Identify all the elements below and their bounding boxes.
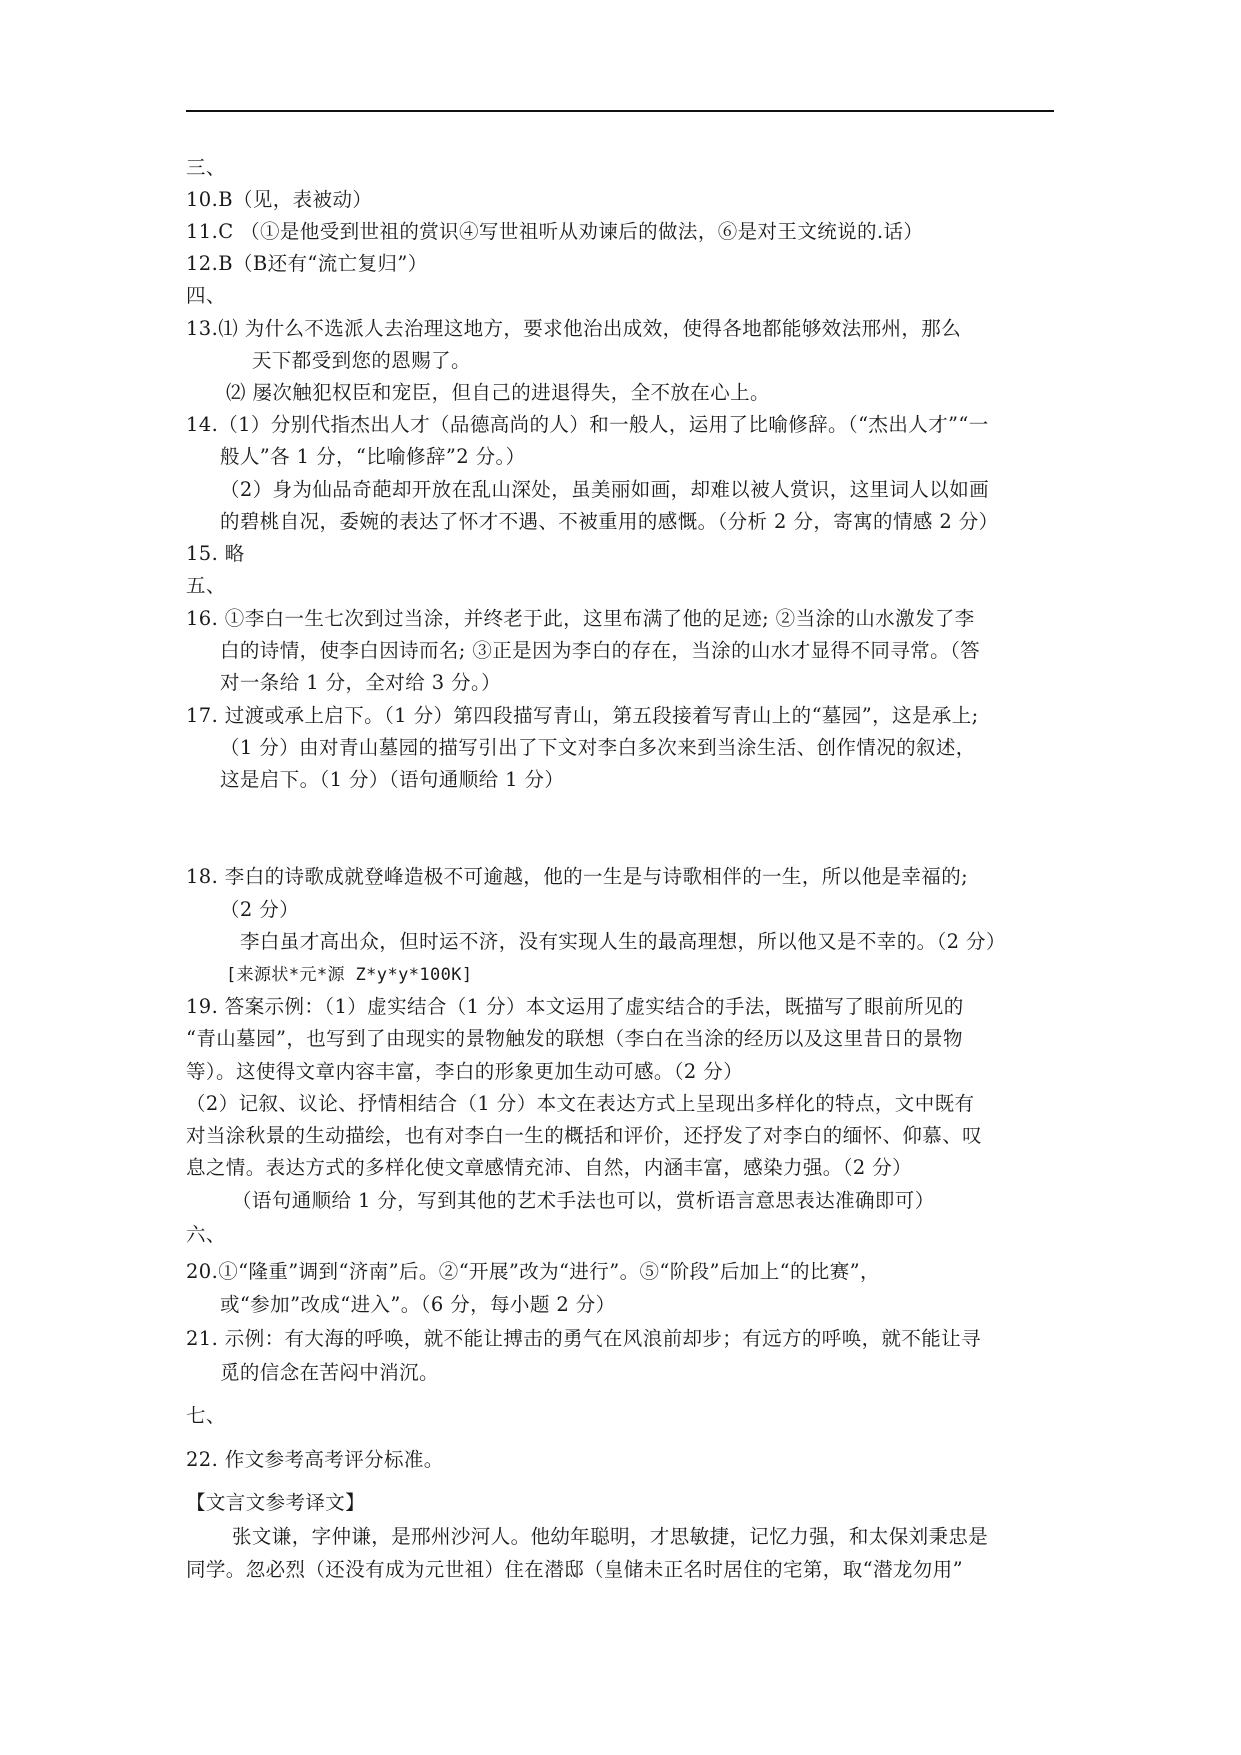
answer-19-line-7: （语句通顺给 1 分，写到其他的艺术手法也可以，赏析语言意思表达准确即可） — [232, 1189, 935, 1212]
answer-18-line-2: （2 分） — [220, 898, 300, 921]
answer-14-line-3: （2）身为仙品奇葩却开放在乱山深处，虽美丽如画，却难以被人赏识，这里词人以如画 — [220, 478, 990, 501]
answer-19-line-5: 对当涂秋景的生动描绘，也有对李白一生的概括和评价，还抒发了对李白的缅怀、仰慕、叹 — [186, 1124, 983, 1147]
answer-19-line-3: 等）。这使得文章内容丰富，李白的形象更加生动可感。（2 分） — [186, 1060, 744, 1083]
section-heading-3: 三、 — [186, 156, 226, 179]
answer-17-line-1: 17. 过渡或承上启下。（1 分）第四段描写青山，第五段接着写青山上的“墓园”，这是承上; — [186, 704, 979, 727]
section-heading-5: 五、 — [186, 574, 226, 597]
section-heading-4: 四、 — [186, 284, 226, 307]
section-heading-6: 六、 — [186, 1223, 226, 1246]
source-watermark-text: [来源状*元*源 Z*y*y*100K] — [226, 965, 473, 985]
header-rule — [186, 110, 1054, 112]
answer-14-line-1: 14.（1）分别代指杰出人才（品德高尚的人）和一般人，运用了比喻修辞。（“杰出人才”“一 — [186, 413, 989, 436]
translation-heading: 【文言文参考译文】 — [186, 1491, 366, 1514]
answer-12: 12.B（B还有“流亡复归”） — [186, 252, 428, 275]
answer-19-line-4: （2）记叙、议论、抒情相结合（1 分）本文在表达方式上呈现出多样化的特点，文中既有 — [186, 1092, 975, 1115]
answer-16-line-1: 16. ①李白一生七次到过当涂，并终老于此，这里布满了他的足迹; ②当涂的山水激发了李 — [186, 607, 975, 630]
answer-17-line-3: 这是启下。（1 分）（语句通顺给 1 分） — [220, 768, 565, 791]
answer-14-line-4: 的碧桃自况，委婉的表达了怀才不遇、不被重用的感慨。（分析 2 分，寄寓的情感 2 分） — [220, 510, 999, 533]
answer-17-line-2: （1 分）由对青山墓园的描写引出了下文对李白多次来到当涂生活、创作情况的叙述， — [220, 736, 976, 759]
answer-18-line-1: 18. 李白的诗歌成就登峰造极不可逾越，他的一生是与诗歌相伴的一生，所以他是幸福的; — [186, 865, 969, 888]
answer-13-line-2: 天下都受到您的恩赐了。 — [252, 349, 471, 372]
answer-15: 15. 略 — [186, 542, 245, 565]
answer-13-line-3: ⑵ 屡次触犯权臣和宠臣，但自己的进退得失，全不放在心上。 — [226, 381, 770, 404]
answer-16-line-3: 对一条给 1 分，全对给 3 分。） — [220, 671, 502, 694]
answer-11: 11.C （①是他受到世祖的赏识④写世祖听从劝谏后的做法，⑥是对王文统说的.话） — [186, 220, 924, 243]
answer-22: 22. 作文参考高考评分标准。 — [186, 1448, 444, 1471]
translation-line-2: 同学。忽必烈（还没有成为元世祖）住在潜邸（皇储未正名时居住的宅第，取“潜龙勿用” — [186, 1558, 963, 1581]
answer-14-line-2: 般人”各 1 分，“比喻修辞”2 分。） — [220, 445, 526, 468]
answer-21-line-2: 觅的信念在苦闷中消沉。 — [220, 1361, 439, 1384]
answer-19-line-6: 息之情。表达方式的多样化使文章感情充沛、自然，内涵丰富，感染力强。（2 分） — [186, 1156, 913, 1179]
answer-13-line-1: 13.⑴ 为什么不选派人去治理这地方，要求他治出成效，使得各地都能够效法邢州，那么 — [186, 317, 962, 340]
translation-line-1: 张文谦，字仲谦，是邢州沙河人。他幼年聪明，才思敏捷，记忆力强，和太保刘秉忠是 — [232, 1525, 989, 1548]
answer-19-line-2: “青山墓园”，也写到了由现实的景物触发的联想（李白在当涂的经历以及这里昔日的景物 — [186, 1027, 963, 1050]
answer-20-line-1: 20.①“隆重”调到“济南”后。②“开展”改为“进行”。⑤“阶段”后加上“的比赛”， — [186, 1260, 880, 1283]
answer-21-line-1: 21. 示例：有大海的呼唤，就不能让搏击的勇气在风浪前却步；有远方的呼唤，就不能让寻 — [186, 1327, 982, 1350]
answer-10: 10.B（见，表被动） — [186, 188, 373, 211]
answer-20-line-2: 或“参加”改成“进入”。（6 分，每小题 2 分） — [220, 1293, 616, 1316]
answer-19-line-1: 19. 答案示例：（1）虚实结合（1 分）本文运用了虚实结合的手法，既描写了眼前所见的 — [186, 995, 964, 1018]
answer-18-line-3: 李白虽才高出众，但时运不济，没有实现人生的最高理想，所以他又是不幸的。（2 分） — [240, 930, 1006, 953]
section-heading-7: 七、 — [186, 1404, 226, 1427]
answer-16-line-2: 白的诗情，使李白因诗而名; ③正是因为李白的存在，当涂的山水才显得不同寻常。（答 — [220, 639, 981, 662]
